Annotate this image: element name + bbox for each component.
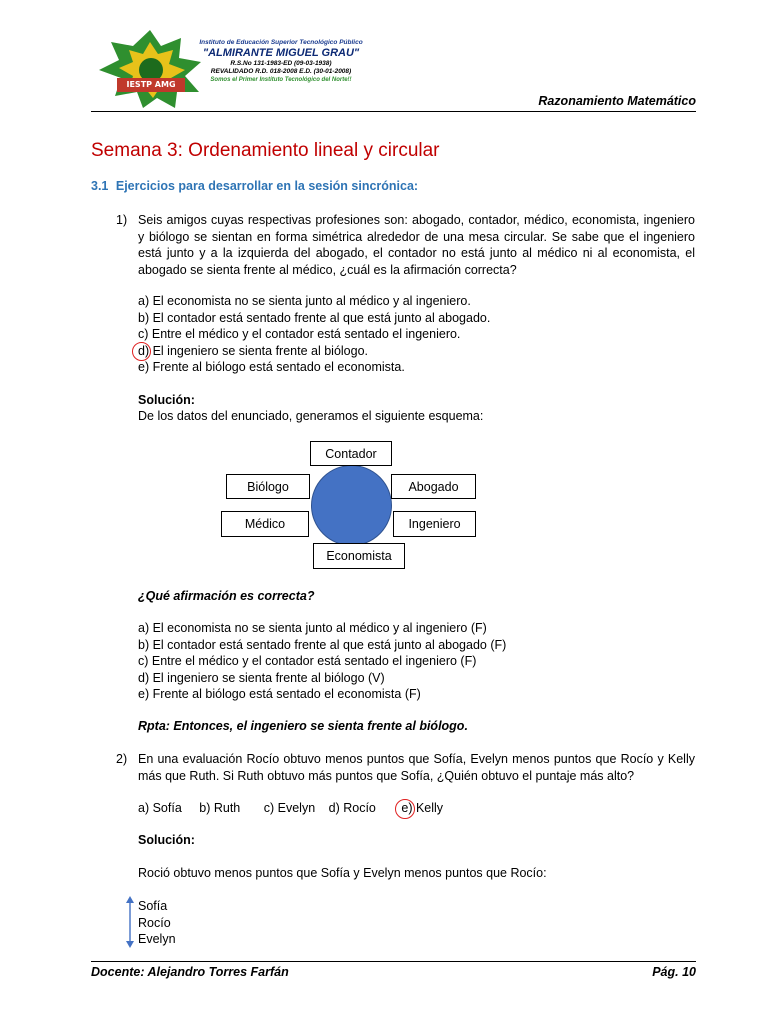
header-rule [91, 111, 696, 112]
seat-lower-right: Ingeniero [393, 511, 476, 537]
p2-option-b: b) Ruth [199, 801, 241, 815]
check-a: a) El economista no se sienta junto al médico y al ingeniero (F) [138, 621, 487, 635]
check-c: c) Entre el médico y el contador está sentado el ingeniero (F) [138, 654, 477, 668]
solution-2-statement: Roció obtuvo menos puntos que Sofía y Evelyn menos puntos que Rocío: [138, 866, 547, 880]
solution-1-label: Solución: [138, 393, 195, 407]
problem-1-text: Seis amigos cuyas respectivas profesiones son: abogado, contador, médico, economista, ingeniero y biólogo se sientan en forma simétrica alrededor de una mesa circular. Se sabe que el ingeniero está junto y a la izquierda del abogado, el contador no está junto al médico ni al economista, el abogado se sienta frente al médico, ¿cuál es la afirmación correcta? [138, 213, 695, 277]
check-b: b) El contador está sentado frente al que está junto al abogado (F) [138, 637, 507, 652]
logo-emblem-icon [95, 28, 205, 110]
seat-upper-left: Biólogo [226, 474, 310, 499]
ranking-arrow-icon [123, 896, 137, 948]
option-b: b) El contador está sentado frente al que está junto al abogado. [138, 310, 491, 325]
check-e: e) Frente al biólogo está sentado el economista (F) [138, 687, 421, 701]
answer-mark-e [395, 799, 415, 819]
option-d: d) El ingeniero se sienta frente al biólogo. [138, 343, 369, 358]
logo-line-5: Somos el Primer Instituto Tecnológico del Norte!! [210, 77, 352, 83]
seat-bottom: Economista [313, 543, 405, 569]
check-d: d) El ingeniero se sienta frente al biólogo (V) [138, 670, 385, 685]
logo-badge: IESTP AMG [126, 80, 176, 89]
solution-2-label: Solución: [138, 833, 195, 847]
footer-rule [91, 961, 696, 962]
round-table [311, 465, 392, 546]
problem-1-number: 1) [116, 213, 128, 227]
page-title: Semana 3: Ordenamiento lineal y circular [91, 140, 440, 161]
rank-1: Sofía [138, 899, 168, 913]
question-1: ¿Qué afirmación es correcta? [138, 589, 315, 603]
option-c: c) Entre el médico y el contador está sentado el ingeniero. [138, 327, 461, 341]
subject-title: Razonamiento Matemático [538, 94, 696, 108]
rank-3: Evelyn [138, 932, 176, 946]
answer-1: Rpta: Entonces, el ingeniero se sienta frente al biólogo. [138, 719, 468, 733]
institution-logo [95, 28, 370, 110]
section-label: Ejercicios para desarrollar en la sesión sincrónica: [115, 179, 419, 193]
logo-line-4: REVALIDADO R.D. 018-2008 E.D. (30-01-2008) [210, 68, 352, 75]
seat-upper-right: Abogado [391, 474, 476, 499]
logo-line-3: R.S.No 131-1983-ED (09-03-1938) [230, 60, 332, 67]
rank-2: Rocío [138, 915, 171, 930]
ranking-list [138, 898, 176, 948]
option-e: e) Frente al biólogo está sentado el economista. [138, 360, 405, 374]
section-heading [91, 179, 418, 193]
p2-option-a: a) Sofía [138, 801, 182, 815]
problem-2-text: En una evaluación Rocío obtuvo menos puntos que Sofía, Evelyn menos puntos que Rocío y Kelly más que Ruth. Si Ruth obtuvo más puntos que Sofía, ¿Quién obtuvo el puntaje más alto? [138, 752, 695, 783]
answer-mark-d [132, 342, 151, 361]
problem-2-number: 2) [116, 752, 128, 766]
footer-teacher: Docente: Alejandro Torres Farfán [91, 965, 289, 979]
p2-option-d: d) Rocío [328, 801, 376, 815]
logo-line-1: Instituto de Educación Superior Tecnológico Público [199, 39, 363, 46]
seat-lower-left: Médico [221, 511, 309, 537]
seat-top: Contador [310, 441, 392, 466]
footer-page-number: Pág. 10 [652, 965, 696, 979]
problem-1-options [138, 293, 490, 376]
verification-list [138, 620, 506, 703]
p2-option-c: c) Evelyn [263, 801, 316, 815]
logo-line-2: "ALMIRANTE MIGUEL GRAU" [202, 47, 360, 59]
p2-option-e: e) Kelly [401, 801, 444, 815]
solution-1-intro: De los datos del enunciado, generamos el siguiente esquema: [138, 409, 484, 423]
section-number: 3.1 [91, 179, 109, 193]
option-a: a) El economista no se sienta junto al médico y al ingeniero. [138, 294, 471, 308]
